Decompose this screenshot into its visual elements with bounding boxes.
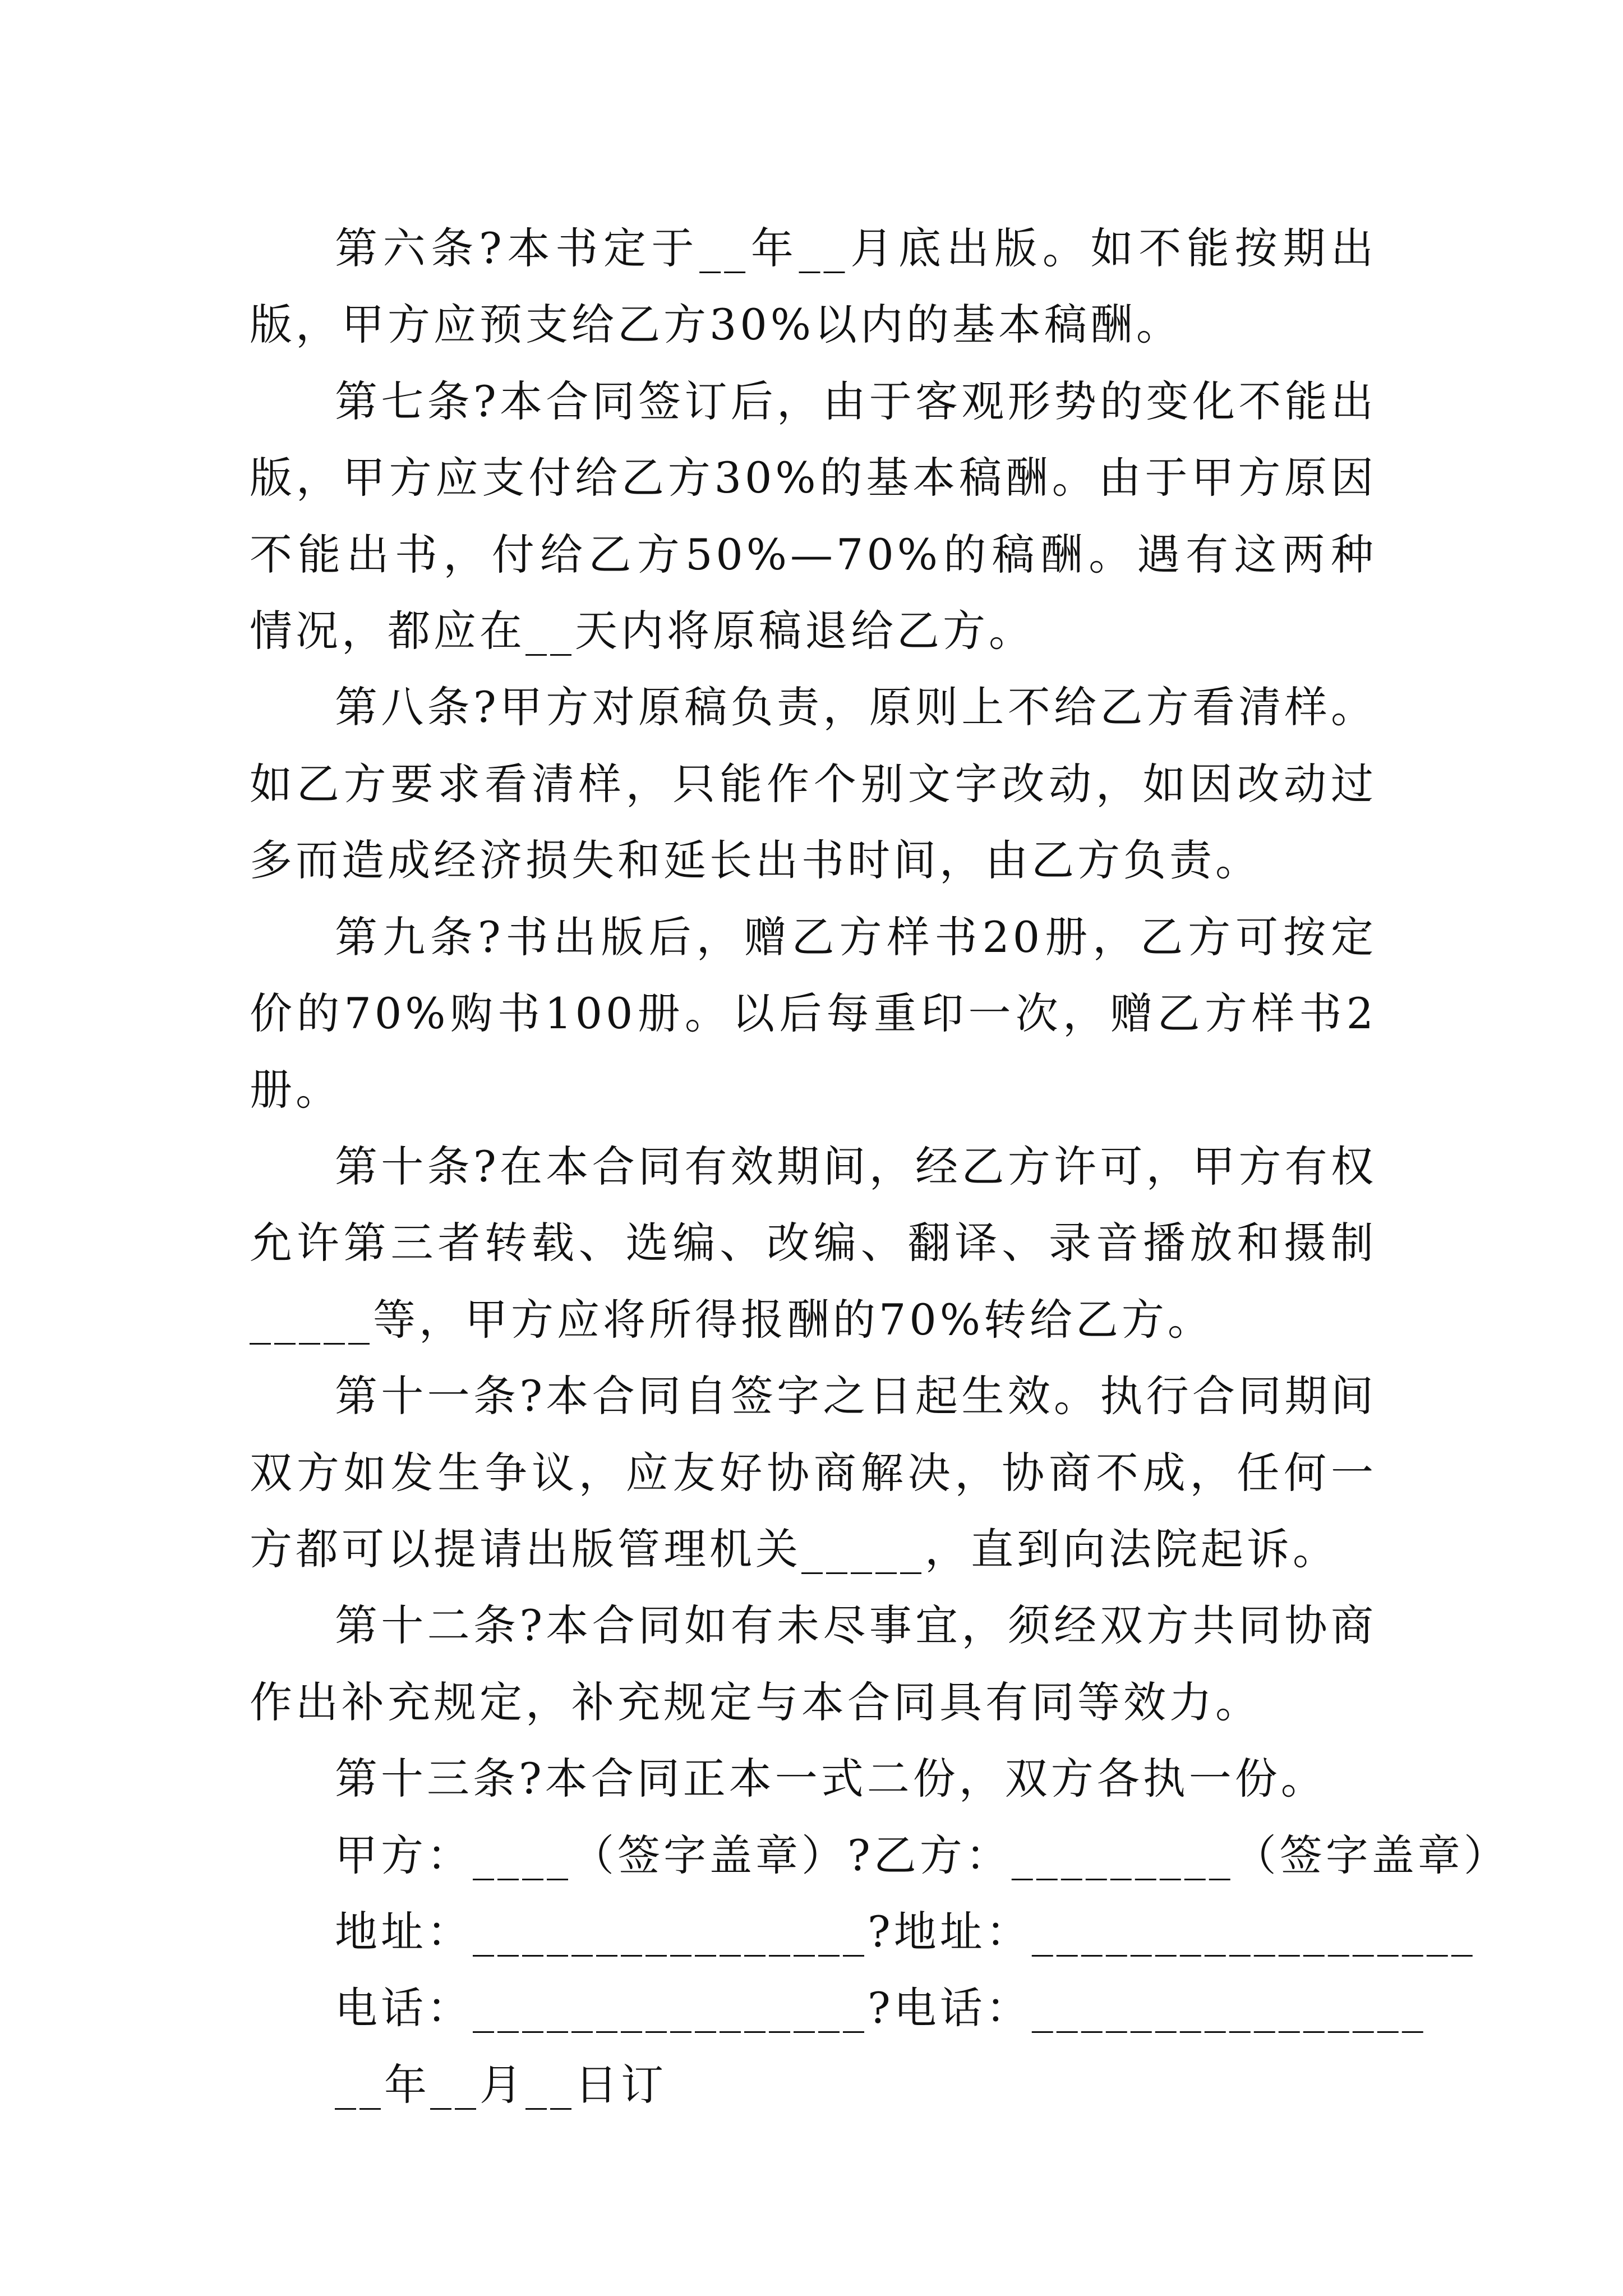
article-7: 第七条?本合同签订后，由于客观形势的变化不能出版，甲方应支付给乙方30%的基本稿酬。由于甲方原因不能出书，付给乙方50%—70%的稿酬。遇有这两种情况，都应在__天内将原稿退给乙方。 bbox=[250, 376, 1377, 656]
phone-line: 电话：________________?电话：________________ bbox=[335, 1983, 1427, 2033]
contract-body bbox=[250, 210, 1510, 2123]
article-11: 第十一条?本合同自签字之日起生效。执行合同期间双方如发生争议，应友好协商解决，协商不成，任何一方都可以提请出版管理机关_____，直到向法院起诉。 bbox=[250, 1371, 1377, 1574]
article-6: 第六条?本书定于__年__月底出版。如不能按期出版，甲方应预支给乙方30%以内的基本稿酬。 bbox=[250, 223, 1377, 350]
article-12: 第十二条?本合同如有未尽事宜，须经双方共同协商作出补充规定，补充规定与本合同具有同等效力。 bbox=[250, 1600, 1377, 1727]
article-13: 第十三条?本合同正本一式二份，双方各执一份。 bbox=[335, 1754, 1327, 1804]
article-8: 第八条?甲方对原稿负责，原则上不给乙方看清样。如乙方要求看清样，只能作个别文字改动，如因改动过多而造成经济损失和延长出书时间，由乙方负责。 bbox=[250, 682, 1377, 886]
address-line: 地址：________________?地址：__________________ bbox=[335, 1906, 1476, 1957]
article-9: 第九条?书出版后，赠乙方样书20册，乙方可按定价的70%购书100册。以后每重印一次，赠乙方样书2册。 bbox=[250, 912, 1377, 1115]
signature-block bbox=[250, 1818, 1510, 2124]
signing-date-line: __年__月__日订 bbox=[335, 2059, 667, 2110]
article-10: 第十条?在本合同有效期间，经乙方许可，甲方有权允许第三者转载、选编、改编、翻译、录音播放和摄制_____等，甲方应将所得报酬的70%转给乙方。 bbox=[250, 1141, 1377, 1345]
party-signature-line: 甲方：____（签字盖章）?乙方：_________（签字盖章） bbox=[335, 1830, 1510, 1880]
